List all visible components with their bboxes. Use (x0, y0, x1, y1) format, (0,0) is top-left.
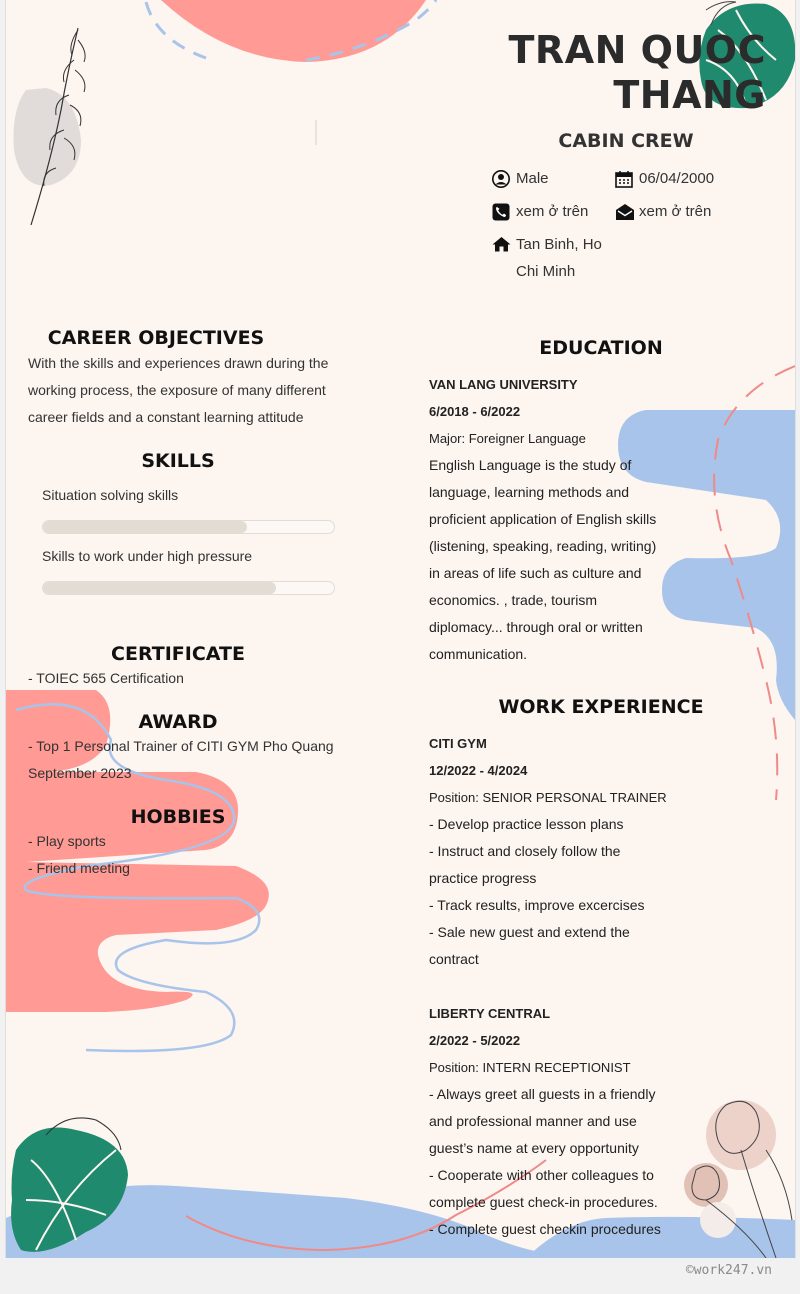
company-name: LIBERTY CENTRAL (429, 1006, 551, 1021)
career-line: working process, the exposure of many different (28, 382, 326, 398)
career-objectives-heading: CAREER OBJECTIVES (47, 327, 265, 349)
watermark: ©work247.vn (685, 1263, 772, 1278)
education-desc-line: communication. (429, 646, 528, 662)
email-info (615, 198, 745, 225)
job-position: Position: INTERN RECEPTIONIST (429, 1060, 631, 1075)
skill-progress-bar (42, 581, 335, 595)
hobby-item: - Friend meeting (28, 860, 130, 876)
phone-info (492, 198, 612, 225)
job-period: 12/2022 - 4/2024 (429, 763, 528, 778)
education-desc-line: economics. , trade, tourism (429, 592, 598, 608)
hobby-item: - Play sports (28, 833, 106, 849)
name-line-1: TRAN QUOC (508, 28, 766, 72)
career-line: career fields and a constant learning attitude (28, 409, 304, 425)
certificate-heading: CERTIFICATE (111, 643, 245, 665)
skills-heading: SKILLS (141, 450, 215, 472)
work-experience-heading: WORK EXPERIENCE (498, 696, 704, 718)
phone-value: xem ở trên (516, 203, 589, 220)
user-icon (492, 170, 510, 188)
birthday-value: 06/04/2000 (639, 170, 715, 187)
skill-progress-bar (42, 520, 335, 534)
address-line-1: Tan Binh, Ho (516, 236, 602, 253)
award-line: - Top 1 Personal Trainer of CITI GYM Pho Quang (28, 738, 334, 754)
education-major: Major: Foreigner Language (429, 431, 586, 446)
award-line: September 2023 (28, 765, 132, 781)
skill-progress-fill (43, 582, 276, 594)
hobbies-list (28, 828, 328, 882)
job-duty-line: - Develop practice lesson plans (429, 816, 624, 832)
award-text (28, 733, 358, 787)
certificate-item: - TOIEC 565 Certification (28, 670, 184, 686)
education-period: 6/2018 - 6/2022 (429, 404, 521, 419)
education-desc-line: (listening, speaking, reading, writing) (429, 538, 657, 554)
award-heading: AWARD (138, 711, 218, 733)
job-title: CABIN CREW (558, 130, 694, 152)
education-desc-line: diplomacy... through oral or written (429, 619, 643, 635)
education-desc-line: in areas of life such as culture and (429, 565, 642, 581)
job-duty-line: - Complete guest checkin procedures (429, 1221, 661, 1237)
education-heading: EDUCATION (539, 337, 663, 359)
education-desc-line: proficient application of English skills (429, 511, 657, 527)
skill-progress-fill (43, 521, 247, 533)
school-name: VAN LANG UNIVERSITY (429, 377, 578, 392)
gender-info (492, 165, 612, 192)
job-position: Position: SENIOR PERSONAL TRAINER (429, 790, 667, 805)
job-duty-line: - Track results, improve excercises (429, 897, 645, 913)
career-objectives-text (28, 350, 348, 431)
address-line-2: Chi Minh (516, 263, 576, 280)
job-duty-line: contract (429, 951, 479, 967)
email-value: xem ở trên (639, 203, 712, 220)
hobbies-heading: HOBBIES (130, 806, 226, 828)
calendar-icon (615, 170, 633, 188)
work-job-2 (429, 1000, 779, 1243)
job-duty-line: - Always greet all guests in a friendly (429, 1086, 656, 1102)
skill-label: Skills to work under high pressure (42, 548, 253, 564)
birthday-info (615, 165, 745, 192)
address-info (492, 231, 622, 285)
job-duty-line: guest’s name at every opportunity (429, 1140, 639, 1156)
envelope-icon (615, 203, 635, 221)
company-name: CITI GYM (429, 736, 487, 751)
job-duty-line: practice progress (429, 870, 537, 886)
phone-icon (492, 203, 510, 221)
name-line-2: THANG (613, 73, 766, 117)
career-line: With the skills and experiences drawn during the (28, 355, 329, 371)
skill-label: Situation solving skills (42, 487, 179, 503)
job-duty-line: - Cooperate with other colleagues to (429, 1167, 654, 1183)
cv-page (5, 0, 796, 1258)
candidate-name (386, 28, 766, 118)
job-period: 2/2022 - 5/2022 (429, 1033, 521, 1048)
education-section (429, 371, 749, 668)
education-desc-line: language, learning methods and (429, 484, 630, 500)
education-desc-line: English Language is the study of (429, 457, 632, 473)
job-duty-line: - Instruct and closely follow the (429, 843, 621, 859)
job-duty-line: - Sale new guest and extend the (429, 924, 630, 940)
job-duty-line: complete guest check-in procedures. (429, 1194, 658, 1210)
job-duty-line: and professional manner and use (429, 1113, 637, 1129)
work-job-1 (429, 730, 769, 973)
gender-value: Male (516, 170, 549, 187)
home-icon (492, 236, 511, 252)
